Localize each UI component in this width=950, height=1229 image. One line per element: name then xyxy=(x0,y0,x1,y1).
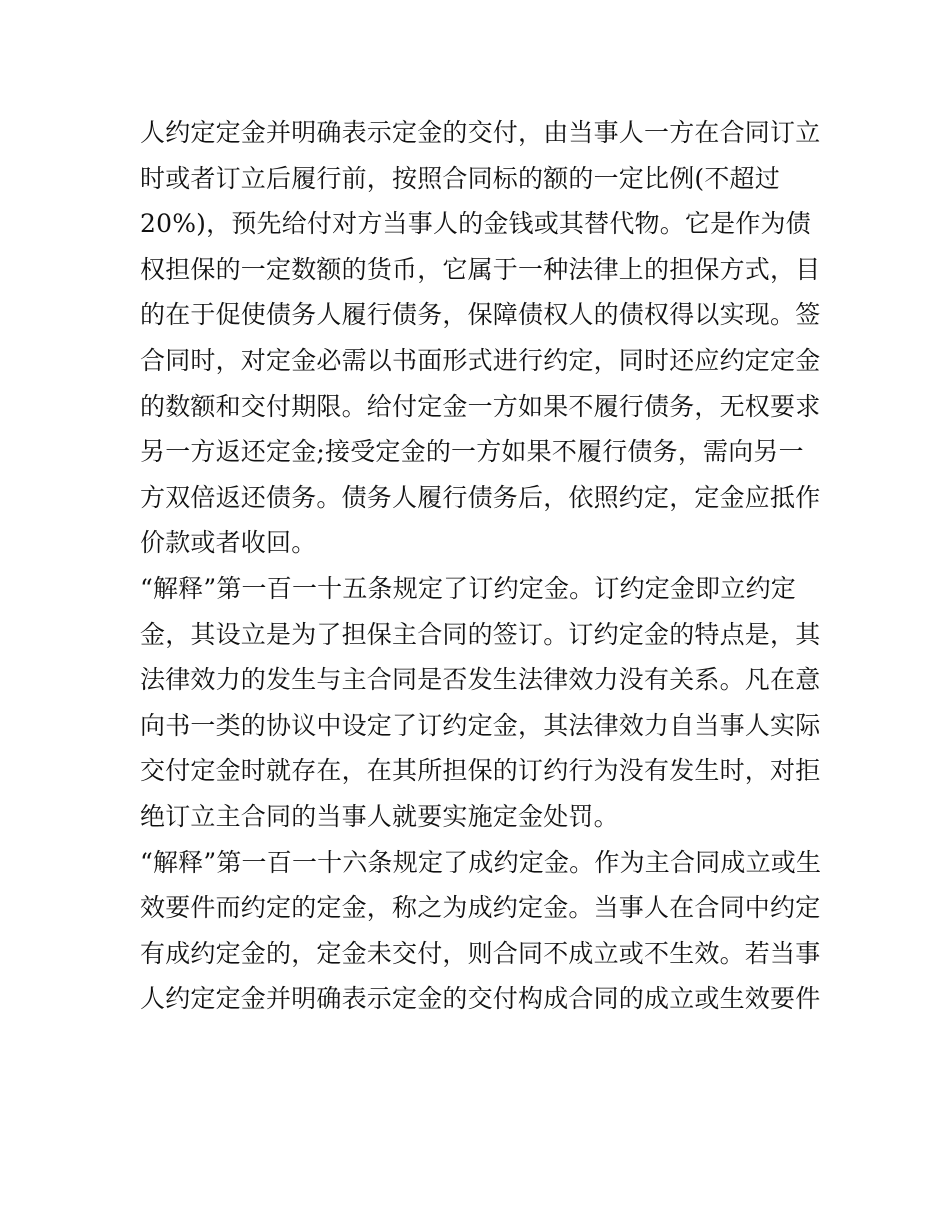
text-line: 金，其设立是为了担保主合同的签订。订约定金的特点是，其 xyxy=(140,619,821,649)
text-line: 时或者订立后履行前，按照合同标的额的一定比例(不超过 xyxy=(140,163,780,193)
text-line: 另一方返还定金;接受定金的一方如果不履行债务，需向另一 xyxy=(140,437,804,467)
text-line: 交付定金时就存在，在其所担保的订约行为没有发生时，对拒 xyxy=(140,756,821,786)
text-line: 有成约定金的，定金未交付，则合同不成立或不生效。若当事 xyxy=(140,938,821,968)
text-line: 的数额和交付期限。给付定金一方如果不履行债务，无权要求 xyxy=(140,391,821,421)
text-line: 人约定定金并明确表示定金的交付，由当事人一方在合同订立 xyxy=(140,118,821,147)
text-line: 的在于促使债务人履行债务，保障债权人的债权得以实现。签 xyxy=(140,300,821,330)
text-line: 价款或者收回。 xyxy=(140,528,317,558)
text-line: 向书一类的协议中设定了订约定金，其法律效力自当事人实际 xyxy=(140,710,821,740)
document-body xyxy=(140,110,820,1022)
text-line: 法律效力的发生与主合同是否发生法律效力没有关系。凡在意 xyxy=(140,665,821,695)
text-line: 人约定定金并明确表示定金的交付构成合同的成立或生效要件 xyxy=(140,984,821,1014)
text-line: 效要件而约定的定金，称之为成约定金。当事人在合同中约定 xyxy=(140,893,821,923)
text-line: “解释”第一百一十六条规定了成约定金。作为主合同成立或生 xyxy=(140,847,822,877)
text-line: 绝订立主合同的当事人就要实施定金处罚。 xyxy=(140,801,619,831)
text-line: “解释”第一百一十五条规定了订约定金。订约定金即立约定 xyxy=(140,573,796,603)
text-line: 方双倍返还债务。债务人履行债务后，依照约定，定金应抵作 xyxy=(140,482,821,512)
text-line: 20%)，预先给付对方当事人的金钱或其替代物。它是作为债 xyxy=(140,209,811,239)
text-line: 权担保的一定数额的货币，它属于一种法律上的担保方式，目 xyxy=(140,254,821,284)
text-line: 合同时，对定金必需以书面形式进行约定，同时还应约定定金 xyxy=(140,345,821,375)
